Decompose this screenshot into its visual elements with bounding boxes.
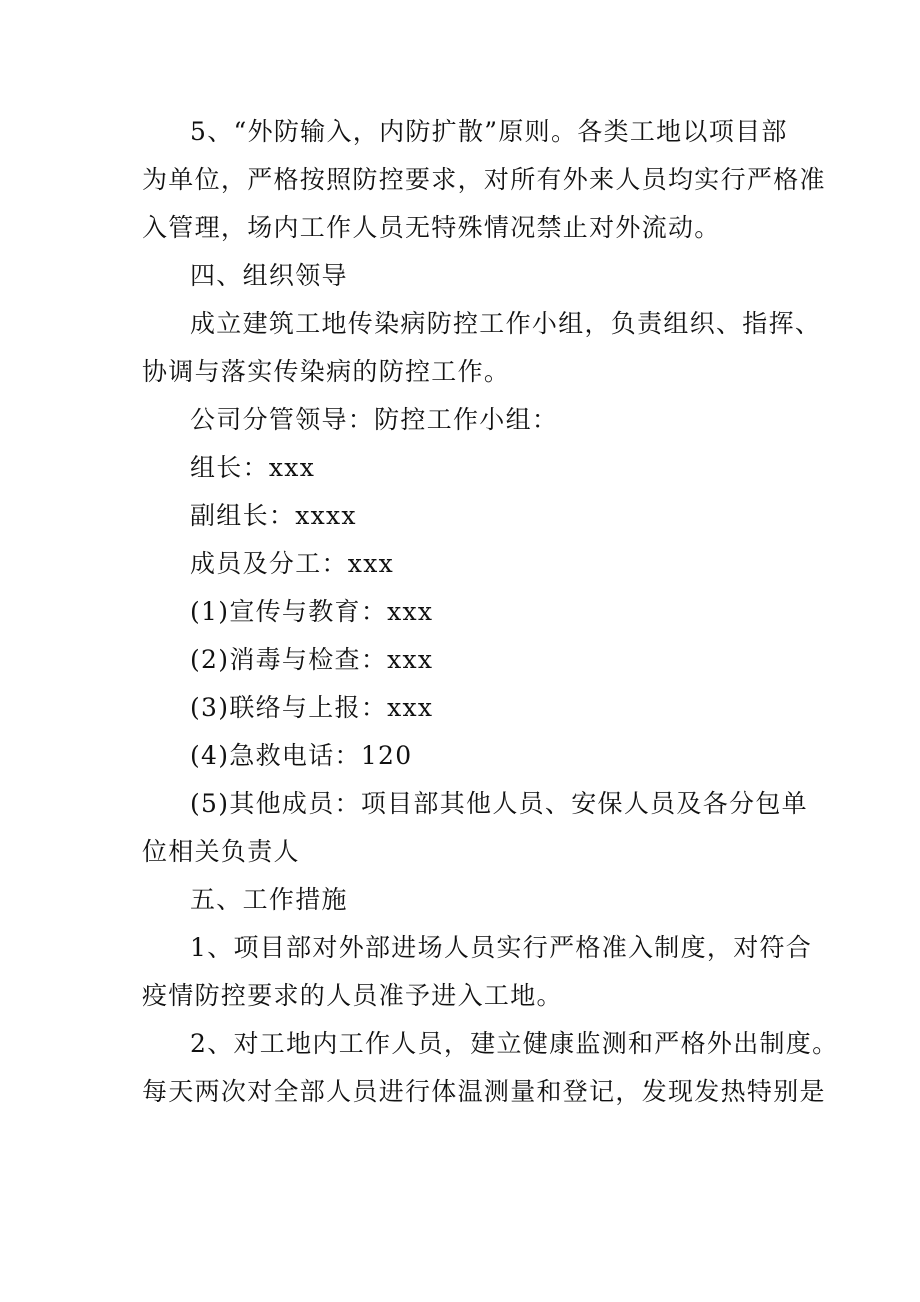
text-line: 2、对工地内工作人员，建立健康监测和严格外出制度。 <box>190 1029 839 1058</box>
text-line: (3)联络与上报：xxx <box>190 693 434 722</box>
text-line: (4)急救电话：120 <box>190 741 413 770</box>
text-line: 组长：xxx <box>190 453 316 482</box>
text-line: 每天两次对全部人员进行体温测量和登记，发现发热特别是 <box>142 1077 826 1106</box>
text-line: 入管理，场内工作人员无特殊情况禁止对外流动。 <box>142 213 721 242</box>
text-line: 疫情防控要求的人员准予进入工地。 <box>142 981 563 1010</box>
text-line: (5)其他成员：项目部其他人员、安保人员及各分包单 <box>190 789 808 818</box>
text-line: (2)消毒与检查：xxx <box>190 645 434 674</box>
text-line: (1)宣传与教育：xxx <box>190 597 434 626</box>
text-line: 1、项目部对外部进场人员实行严格准入制度，对符合 <box>190 933 813 962</box>
section-heading: 四、组织领导 <box>190 261 348 290</box>
text-line: 成员及分工：xxx <box>190 549 394 578</box>
text-line: 位相关负责人 <box>142 837 300 866</box>
section-heading: 五、工作措施 <box>190 885 348 914</box>
text-line: 5、“外防输入，内防扩散”原则。各类工地以项目部 <box>190 117 788 146</box>
text-line: 副组长：xxxx <box>190 501 357 530</box>
text-line: 为单位，严格按照防控要求，对所有外来人员均实行严格准 <box>142 165 826 194</box>
text-line: 成立建筑工地传染病防控工作小组，负责组织、指挥、 <box>190 309 822 338</box>
text-line: 协调与落实传染病的防控工作。 <box>142 357 511 386</box>
text-line: 公司分管领导：防控工作小组： <box>190 405 559 434</box>
